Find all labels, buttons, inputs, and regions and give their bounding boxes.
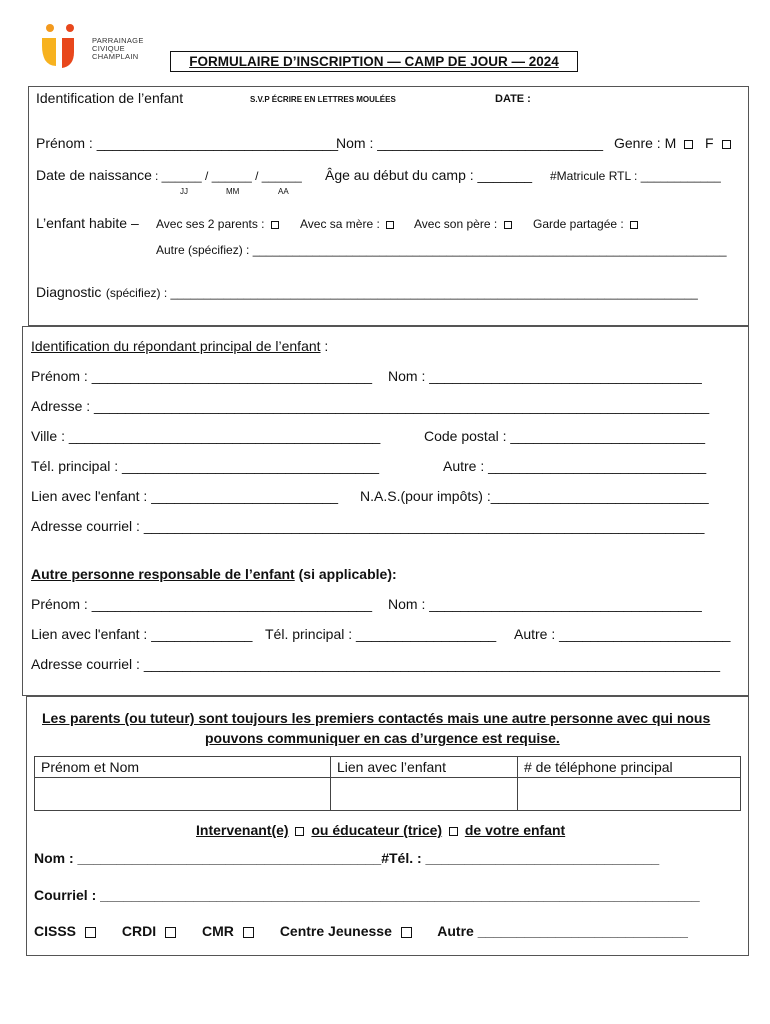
respondent-phone-field[interactable]: Tél. principal : _________________________________ xyxy=(31,458,379,474)
age-field[interactable]: Âge au début du camp : _______ xyxy=(325,167,533,183)
lives-both-parents: Avec ses 2 parents : xyxy=(156,217,279,231)
respondent-heading: Identification du répondant principal de l’enfant : xyxy=(31,338,329,354)
lives-father: Avec son père : xyxy=(414,217,512,231)
crdi-checkbox[interactable] xyxy=(165,927,176,938)
diagnostic-field[interactable]: Diagnostic (spécifiez) : _______________________________________________________________________________ xyxy=(36,284,698,300)
cmr-checkbox[interactable] xyxy=(243,927,254,938)
gender-m-checkbox[interactable] xyxy=(684,140,693,149)
logo-mark-icon xyxy=(40,22,88,72)
intervenant-checkbox[interactable] xyxy=(295,827,304,836)
respondent-last-name-field[interactable]: Nom : ___________________________________ xyxy=(388,368,702,384)
emergency-relationship-cell[interactable] xyxy=(330,777,518,811)
child-lives-label: L’enfant habite – xyxy=(36,215,139,231)
respondent-first-name-field[interactable]: Prénom : ____________________________________ xyxy=(31,368,372,384)
respondent-sin-field[interactable]: N.A.S.(pour impôts) :____________________________ xyxy=(360,488,709,504)
intervenant-email-field[interactable]: Courriel : _____________________________________________________________________________ xyxy=(34,887,700,903)
respondent-other-phone-field[interactable]: Autre : ____________________________ xyxy=(443,458,707,474)
child-first-name-field[interactable]: Prénom : _______________________________ xyxy=(36,135,339,151)
emergency-name-cell[interactable] xyxy=(34,777,331,811)
both-parents-checkbox[interactable] xyxy=(271,221,279,229)
dob-mm-label: MM xyxy=(226,187,240,196)
other-email-field[interactable]: Adresse courriel : __________________________________________________________________________ xyxy=(31,656,720,672)
gender-field: Genre : M F xyxy=(614,135,731,151)
emergency-notice-line1: Les parents (ou tuteur) sont toujours les premiers contactés mais une autre personne avec qui nous xyxy=(42,710,711,726)
respondent-address-field[interactable]: Adresse : _______________________________________________________________________________ xyxy=(31,398,710,414)
dob-field[interactable]: : ______ / ______ / ______ xyxy=(155,169,302,183)
logo-text: PARRAINAGE CIVIQUE CHAMPLAIN xyxy=(92,36,144,61)
intervenant-name-phone-field[interactable]: Nom : _______________________________________#Tél. : ______________________________ xyxy=(34,850,660,866)
father-checkbox[interactable] xyxy=(504,221,512,229)
child-last-name-field[interactable]: Nom : _____________________________ xyxy=(336,135,604,151)
date-label: DATE : xyxy=(495,93,531,105)
lives-mother: Avec sa mère : xyxy=(300,217,394,231)
logo xyxy=(40,22,170,74)
other-first-name-field[interactable]: Prénom : ____________________________________ xyxy=(31,596,372,612)
lives-shared-custody: Garde partagée : xyxy=(533,217,638,231)
centre-jeunesse-checkbox[interactable] xyxy=(401,927,412,938)
dob-aa-label: AA xyxy=(278,187,289,196)
intervenant-heading: Intervenant(e) ou éducateur (trice) de votre enfant xyxy=(196,822,566,838)
respondent-email-field[interactable]: Adresse courriel : ________________________________________________________________________ xyxy=(31,518,705,534)
gender-f-checkbox[interactable] xyxy=(722,140,731,149)
respondent-city-field[interactable]: Ville : ________________________________________ xyxy=(31,428,381,444)
mother-checkbox[interactable] xyxy=(386,221,394,229)
educator-checkbox[interactable] xyxy=(449,827,458,836)
other-relationship-field[interactable]: Lien avec l'enfant : _____________ xyxy=(31,626,253,642)
respondent-relationship-field[interactable]: Lien avec l'enfant : ________________________ xyxy=(31,488,339,504)
organization-options: CISSS CRDI CMR Centre Jeunesse Autre ___________________________ xyxy=(34,923,688,939)
respondent-postal-code-field[interactable]: Code postal : _________________________ xyxy=(424,428,706,444)
form-title: FORMULAIRE D’INSCRIPTION — CAMP DE JOUR — 2024 xyxy=(170,51,578,72)
other-organization-field[interactable]: Autre ___________________________ xyxy=(437,923,688,939)
emergency-col-relationship-header: Lien avec l’enfant xyxy=(330,756,518,778)
block-letters-instruction: S.V.P ÉCRIRE EN LETTRES MOULÉES xyxy=(250,95,396,104)
other-last-name-field[interactable]: Nom : ___________________________________ xyxy=(388,596,702,612)
other-other-phone-field[interactable]: Autre : ______________________ xyxy=(514,626,731,642)
emergency-phone-cell[interactable] xyxy=(517,777,741,811)
emergency-notice-line2: pouvons communiquer en cas d’urgence est requise. xyxy=(205,730,560,746)
other-person-heading: Autre personne responsable de l’enfant (si applicable): xyxy=(31,566,397,582)
dob-jj-label: JJ xyxy=(180,187,188,196)
cisss-checkbox[interactable] xyxy=(85,927,96,938)
emergency-col-name-header: Prénom et Nom xyxy=(34,756,331,778)
other-phone-field[interactable]: Tél. principal : __________________ xyxy=(265,626,497,642)
child-heading: Identification de l’enfant xyxy=(36,90,184,106)
dob-label: Date de naissance xyxy=(36,167,152,183)
shared-custody-checkbox[interactable] xyxy=(630,221,638,229)
lives-other-field[interactable]: Autre (spécifiez) : _______________________________________________________________________ xyxy=(156,243,727,257)
matricule-field[interactable]: #Matricule RTL : ____________ xyxy=(550,169,721,183)
emergency-col-phone-header: # de téléphone principal xyxy=(517,756,741,778)
